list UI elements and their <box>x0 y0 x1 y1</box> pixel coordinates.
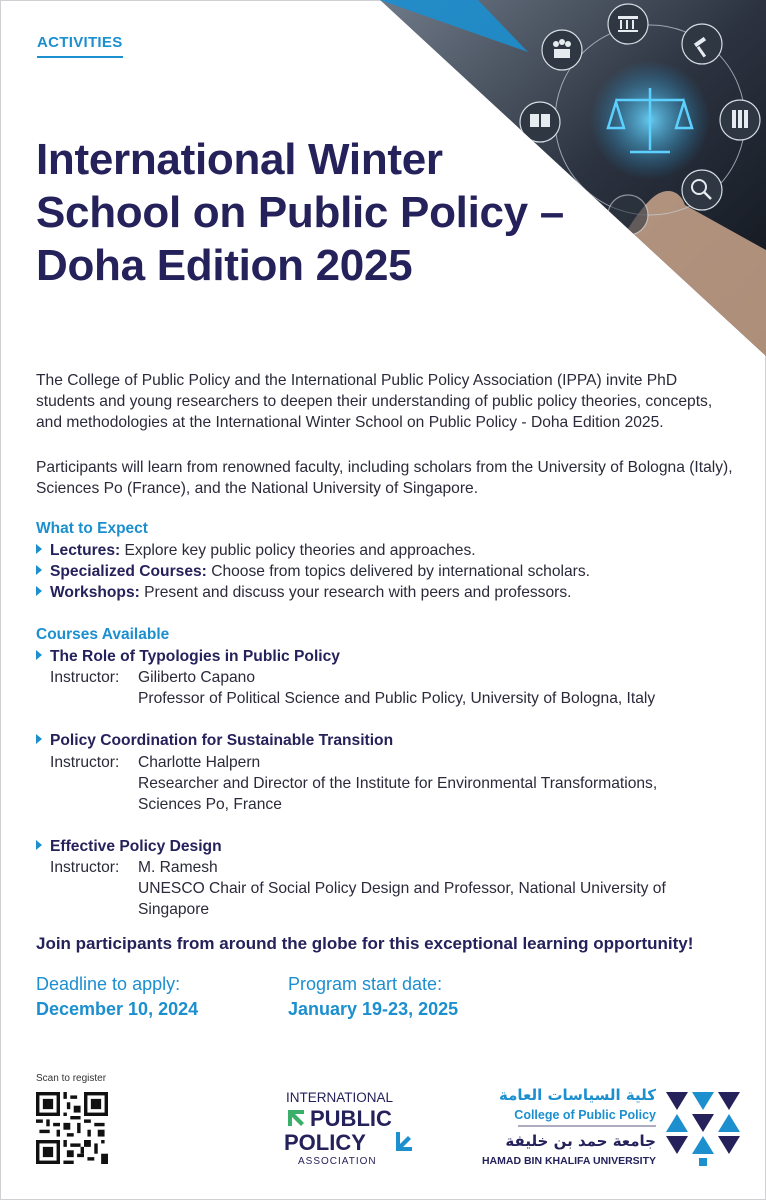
ippa-line-3: POLICY <box>284 1130 366 1155</box>
college-emblem-icon <box>666 1092 740 1166</box>
scan-label: Scan to register <box>36 1073 107 1084</box>
start-date-label: Program start date: <box>288 974 443 994</box>
course-instructor: Instructor: M. Ramesh <box>50 859 218 876</box>
expect-item: Specialized Courses: Choose from topics delivered by international scholars. <box>36 561 590 582</box>
expect-heading: What to Expect <box>36 520 148 537</box>
ippa-logo <box>276 1088 416 1170</box>
deadline-label: Deadline to apply: <box>36 974 181 994</box>
course-instructor: Instructor: Giliberto Capano <box>50 669 256 686</box>
deadline-value: December 10, 2024 <box>36 999 199 1019</box>
college-logo <box>478 1080 748 1172</box>
course-affiliation: Researcher and Director of the Institute for Environmental Transformations, Sciences Po, France <box>138 775 658 813</box>
college-name-english: College of Public Policy <box>514 1108 656 1122</box>
course-affiliation: UNESCO Chair of Social Policy Design and Professor, National University of Singapore <box>138 880 666 918</box>
bullet-triangle-icon <box>36 544 42 554</box>
ippa-line-2: PUBLIC <box>310 1106 392 1131</box>
courses-heading: Courses Available <box>36 626 170 643</box>
bullet-triangle-icon <box>36 586 42 596</box>
expect-item: Workshops: Present and discuss your research with peers and professors. <box>36 582 571 603</box>
faculty-paragraph: Participants will learn from renowned faculty, including scholars from the University of Bologna (Italy), Sciences Po (France), and the National University of Singapore. <box>36 459 733 497</box>
course-title: Policy Coordination for Sustainable Transition <box>36 732 393 750</box>
intro-paragraph: The College of Public Policy and the International Public Policy Association (IPPA) invite PhD students and young researchers to deepen their understanding of public policy theories, concepts, and methodologies at the International Winter School on Public Policy - Doha Edition 2025. <box>36 372 713 431</box>
course-affiliation: Professor of Political Science and Public Policy, University of Bologna, Italy <box>138 690 656 707</box>
start-date-value: January 19-23, 2025 <box>288 999 459 1019</box>
qr-code[interactable] <box>36 1092 108 1164</box>
ippa-line-1: INTERNATIONAL <box>286 1090 394 1105</box>
arrow-up-icon <box>288 1110 304 1126</box>
bullet-triangle-icon <box>36 565 42 575</box>
course-title: Effective Policy Design <box>36 838 222 856</box>
bullet-triangle-icon <box>36 734 42 744</box>
college-name-arabic: كلية السياسات العامة <box>498 1086 656 1104</box>
bullet-triangle-icon <box>36 650 42 660</box>
ippa-line-4: ASSOCIATION <box>298 1156 377 1167</box>
arrow-down-icon <box>396 1132 412 1151</box>
bullet-triangle-icon <box>36 840 42 850</box>
university-name-english: HAMAD BIN KHALIFA UNIVERSITY <box>481 1155 656 1167</box>
join-callout: Join participants from around the globe for this exceptional learning opportunity! <box>36 934 694 953</box>
course-instructor: Instructor: Charlotte Halpern <box>50 754 261 771</box>
page-title: International Winter School on Public Policy – Doha Edition 2025 <box>36 135 564 290</box>
course-title: The Role of Typologies in Public Policy <box>36 648 340 666</box>
section-tag: ACTIVITIES <box>37 34 123 58</box>
expect-item: Lectures: Explore key public policy theories and approaches. <box>36 540 476 561</box>
university-name-arabic: جامعة حمد بن خليفة <box>505 1132 656 1150</box>
